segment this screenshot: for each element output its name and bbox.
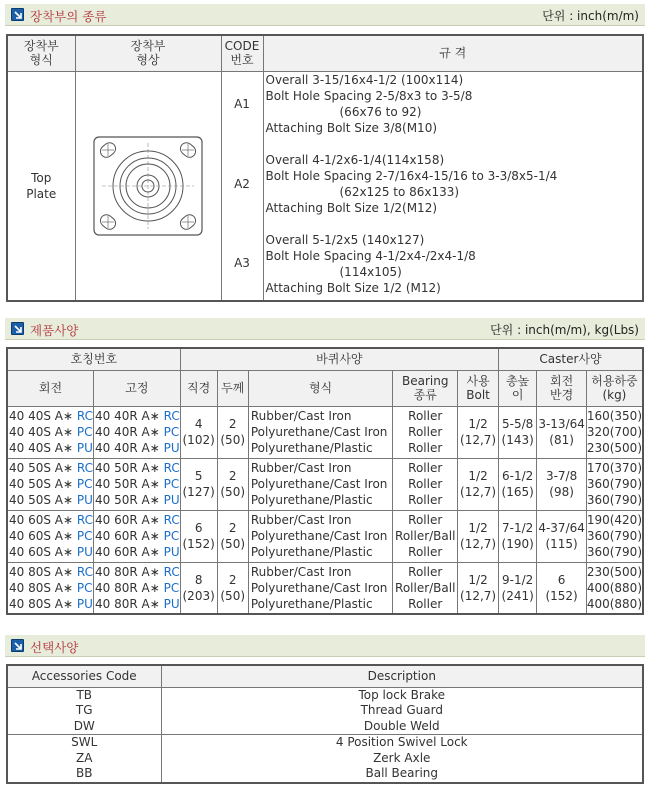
rigid-model-cell: 40 60R A∗ RC 40 60R A∗ PC 40 60R A∗ PU — [94, 510, 181, 562]
section-header-mount-types — [5, 4, 645, 26]
product-spec-table — [6, 347, 644, 615]
accessories-table — [6, 664, 644, 784]
rigid-model-cell: 40 50R A∗ RC 40 50R A∗ PC 40 50R A∗ PU — [94, 458, 181, 510]
header-radius: 회전 반경 — [537, 370, 586, 406]
arrow-icon — [11, 639, 24, 652]
bearing-cell: Roller Roller Roller — [393, 406, 458, 458]
bolt-cell: 1/2 (12,7) — [458, 562, 499, 614]
arrow-icon — [11, 8, 24, 21]
wheel-type-cell: Rubber/Cast Iron Polyurethane/Cast Iron Polyurethane/Plastic — [248, 406, 392, 458]
spec-group-row — [7, 406, 643, 458]
spec-a1: Overall 3-15/16x4-1/2 (100x114) Bolt Hole Spacing 2-5/8x3 to 3-5/8 (66x76 to 92) Attaching Bolt Size 3/8(M10) — [265, 72, 473, 135]
rigid-model-cell: 40 40R A∗ RC 40 40R A∗ PC 40 40R A∗ PU — [94, 406, 181, 458]
header-swivel: 회전 — [7, 370, 94, 406]
header-spec: 규 격 — [263, 35, 643, 71]
bolt-cell: 1/2 (12,7) — [458, 458, 499, 510]
width-cell: 2 (50) — [217, 458, 248, 510]
bolt-cell: 1/2 (12,7) — [458, 406, 499, 458]
mount-type-cell: Top Plate — [7, 71, 75, 301]
header-height: 총높 이 — [498, 370, 536, 406]
mount-shape-cell — [75, 71, 221, 301]
spec-group-row — [7, 510, 643, 562]
accessories-groups — [7, 687, 643, 783]
unit-label: 단위 : inch(m/m) — [542, 9, 639, 23]
load-cell: 190(420) 360(790) 360(790) — [586, 510, 643, 562]
code-cell — [221, 71, 263, 301]
diameter-cell: 6 (152) — [180, 510, 217, 562]
height-cell: 6-1/2 (165) — [498, 458, 536, 510]
accessory-code-cell: TB TG DW — [7, 687, 161, 735]
spec-groups — [7, 406, 643, 614]
accessory-desc-cell: 4 Position Swivel Lock Zerk Axle Ball Bearing — [161, 735, 643, 783]
wheel-type-cell: Rubber/Cast Iron Polyurethane/Cast Iron Polyurethane/Plastic — [248, 458, 392, 510]
header-load: 허용하중 (kg) — [586, 370, 643, 406]
spec-cell — [263, 71, 643, 301]
bearing-cell: Roller Roller Roller — [393, 458, 458, 510]
section-title: 장착부의 종류 — [30, 9, 107, 24]
accessory-code-cell: SWL ZA BB — [7, 735, 161, 783]
header-diameter: 직경 — [180, 370, 217, 406]
swivel-model-cell: 40 60S A∗ RC 40 60S A∗ PC 40 60S A∗ PU — [7, 510, 94, 562]
unit-label: 단위 : inch(m/m), kg(Lbs) — [490, 323, 639, 337]
section-title: 선택사양 — [30, 640, 79, 655]
radius-cell: 3-7/8 (98) — [537, 458, 586, 510]
code-a1: A1 — [234, 96, 250, 111]
section-header-options — [5, 635, 645, 657]
bearing-cell: Roller Roller/Ball Roller — [393, 562, 458, 614]
radius-cell: 6 (152) — [537, 562, 586, 614]
load-cell: 230(500) 400(880) 400(880) — [586, 562, 643, 614]
header-description: Description — [161, 665, 643, 687]
swivel-model-cell: 40 40S A∗ RC 40 40S A∗ PC 40 40S A∗ PU — [7, 406, 94, 458]
diameter-cell: 8 (203) — [180, 562, 217, 614]
bearing-cell: Roller Roller/Ball Roller — [393, 510, 458, 562]
arrow-icon — [11, 322, 24, 335]
top-plate-drawing — [90, 133, 206, 239]
spec-a2: Overall 4-1/2x6-1/4(114x158) Bolt Hole Spacing 2-7/16x4-15/16 to 3-3/8x5-1/4 (62x125 to 86x133) Attaching Bolt Size 1/2(M12) — [265, 152, 558, 215]
header-type: 형식 — [248, 370, 392, 406]
height-cell: 7-1/2 (190) — [498, 510, 536, 562]
diameter-cell: 5 (127) — [180, 458, 217, 510]
swivel-model-cell: 40 50S A∗ RC 40 50S A∗ PC 40 50S A∗ PU — [7, 458, 94, 510]
code-a3: A3 — [234, 255, 250, 270]
spec-group-row — [7, 562, 643, 614]
radius-cell: 4-37/64 (115) — [537, 510, 586, 562]
header-rigid: 고정 — [94, 370, 181, 406]
header-mount-type: 장착부 형식 — [7, 35, 75, 71]
header-code: CODE 번호 — [221, 35, 263, 71]
header-model-number: 호칭번호 — [7, 348, 180, 370]
width-cell: 2 (50) — [217, 406, 248, 458]
code-a2: A2 — [234, 176, 250, 191]
spec-group-row — [7, 458, 643, 510]
swivel-model-cell: 40 80S A∗ RC 40 80S A∗ PC 40 80S A∗ PU — [7, 562, 94, 614]
section-title: 제품사양 — [30, 323, 79, 338]
height-cell: 5-5/8 (143) — [498, 406, 536, 458]
wheel-type-cell: Rubber/Cast Iron Polyurethane/Cast Iron Polyurethane/Plastic — [248, 562, 392, 614]
diameter-cell: 4 (102) — [180, 406, 217, 458]
header-mount-shape: 장착부 형상 — [75, 35, 221, 71]
accessories-group-row — [7, 735, 643, 783]
width-cell: 2 (50) — [217, 562, 248, 614]
wheel-type-cell: Rubber/Cast Iron Polyurethane/Cast Iron Polyurethane/Plastic — [248, 510, 392, 562]
header-bearing: Bearing 종류 — [393, 370, 458, 406]
header-bolt: 사용 Bolt — [458, 370, 499, 406]
load-cell: 160(350) 320(700) 230(500) — [586, 406, 643, 458]
rigid-model-cell: 40 80R A∗ RC 40 80R A∗ PC 40 80R A∗ PU — [94, 562, 181, 614]
accessory-desc-cell: Top lock Brake Thread Guard Double Weld — [161, 687, 643, 735]
header-caster-spec: Caster사양 — [498, 348, 643, 370]
header-width: 두께 — [217, 370, 248, 406]
load-cell: 170(370) 360(790) 360(790) — [586, 458, 643, 510]
accessories-group-row — [7, 687, 643, 735]
width-cell: 2 (50) — [217, 510, 248, 562]
height-cell: 9-1/2 (241) — [498, 562, 536, 614]
radius-cell: 3-13/64 (81) — [537, 406, 586, 458]
header-wheel-spec: 바퀴사양 — [180, 348, 498, 370]
spec-a3: Overall 5-1/2x5 (140x127) Bolt Hole Spacing 4-1/2x4-/2x4-1/8 (114x105) Attaching Bolt Size 1/2 (M12) — [265, 232, 476, 295]
header-accessories-code: Accessories Code — [7, 665, 161, 687]
mount-type-table — [6, 34, 644, 302]
section-header-product-specs — [5, 318, 645, 340]
bolt-cell: 1/2 (12,7) — [458, 510, 499, 562]
